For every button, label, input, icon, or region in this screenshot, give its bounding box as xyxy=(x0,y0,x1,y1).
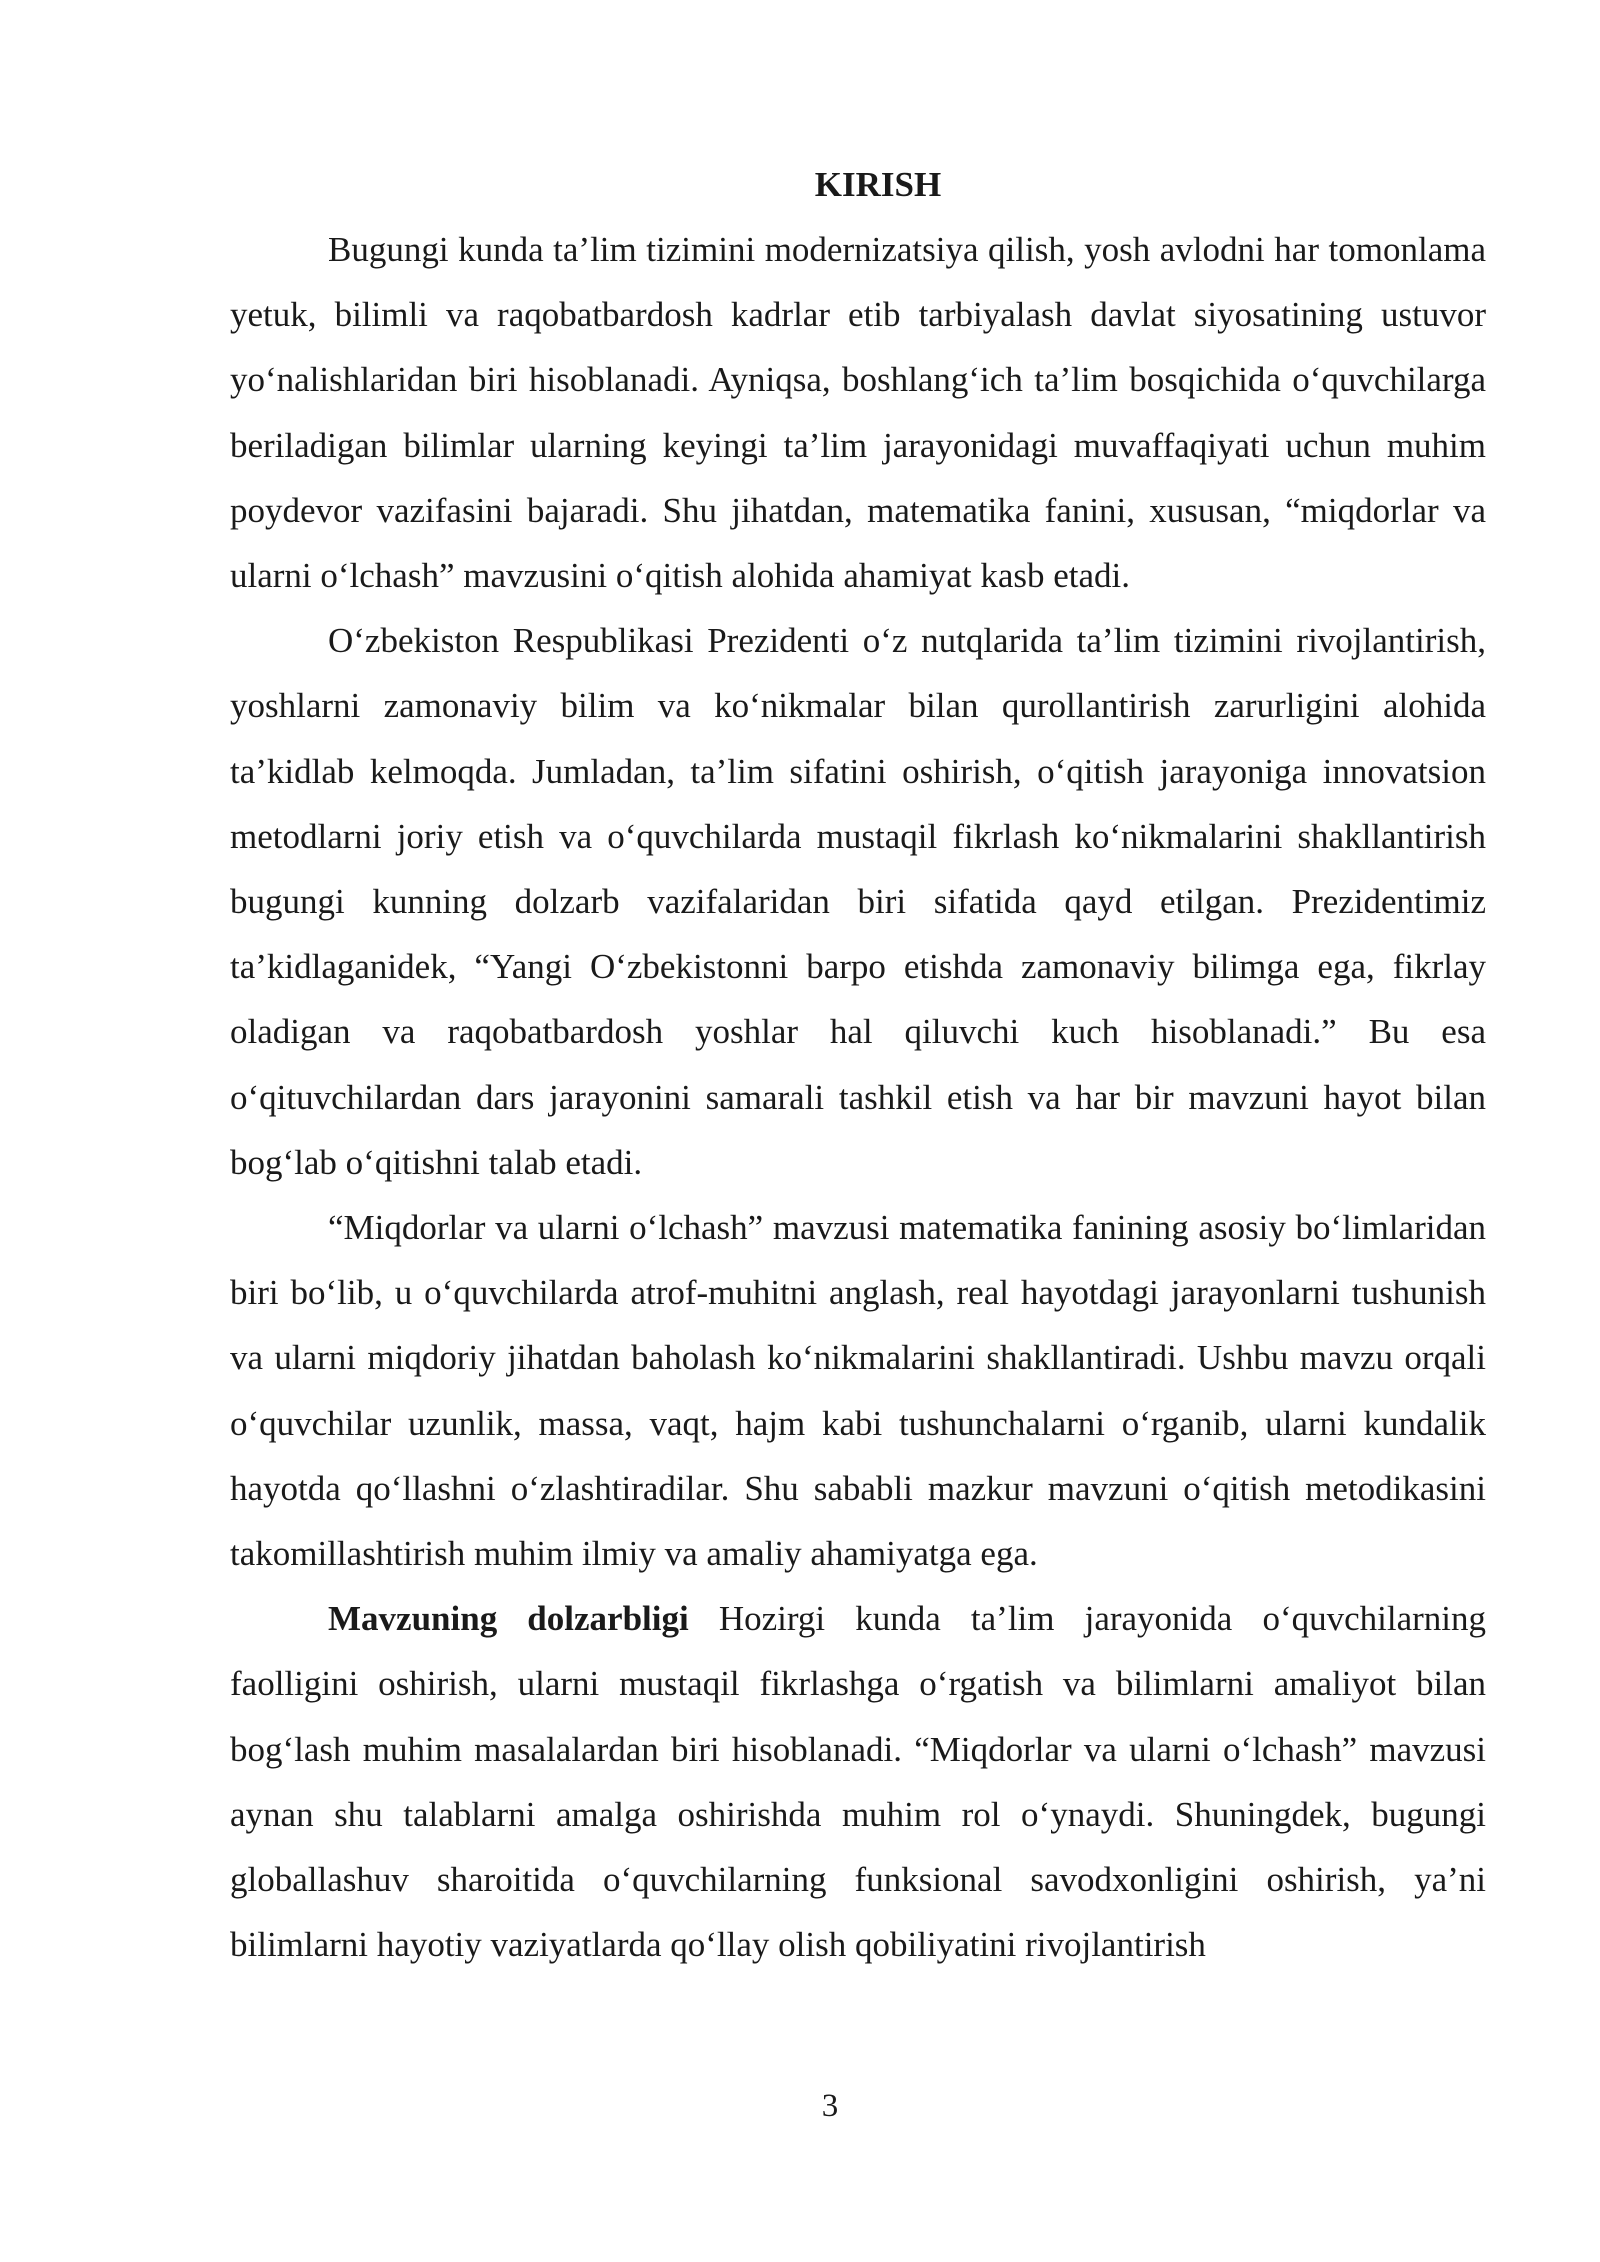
page-content xyxy=(230,140,1486,1977)
paragraph-text: Bugungi kunda ta’lim tizimini modernizatsiya qilish, yosh avlodni har tomonlama yetuk, bilimli va raqobatbardosh kadrlar etib tarbiyalash davlat siyosatining ustuvor yo‘nalishlaridan biri hisoblanadi. Ayniqsa, boshlang‘ich ta’lim bosqichida o‘quvchilarga beriladigan bilimlar ularning keyingi ta’lim jarayonidagi muvaffaqiyati uchun muhim poydevor vazifasini bajaradi. Shu jihatdan, matematika fanini, xususan, “miqdorlar va ularni o‘lchash” mavzusini o‘qitish alohida ahamiyat kasb etadi. xyxy=(230,230,1486,596)
paragraph-3 xyxy=(230,1195,1486,1586)
section-title: KIRISH xyxy=(814,165,942,204)
paragraph-lead-heading: Mavzuning dolzarbligi xyxy=(328,1599,689,1639)
paragraph-1 xyxy=(230,217,1486,608)
paragraph-text: “Miqdorlar va ularni o‘lchash” mavzusi matematika fanining asosiy bo‘limlaridan biri bo‘lib, u o‘quvchilarda atrof-muhitni anglash, real hayotdagi jarayonlarni tushunish va ularni miqdoriy jihatdan baholash ko‘nikmalarini shakllantiradi. Ushbu mavzu orqali o‘quvchilar uzunlik, massa, vaqt, hajm kabi tushunchalarni o‘rganib, ularni kundalik hayotda qo‘llashni o‘zlashtiradilar. Shu sababli mazkur mavzuni o‘qitish metodikasini takomillashtirish muhim ilmiy va amaliy ahamiyatga ega. xyxy=(230,1208,1486,1574)
paragraph-4 xyxy=(230,1586,1486,1977)
paragraph-2 xyxy=(230,608,1486,1195)
page-number: 3 xyxy=(821,2088,839,2124)
paragraph-text: O‘zbekiston Respublikasi Prezidenti o‘z nutqlarida ta’lim tizimini rivojlantirish, yoshlarni zamonaviy bilim va ko‘nikmalar bilan qurollantirish zarurligini alohida ta’kidlab kelmoqda. Jumladan, ta’lim sifatini oshirish, o‘qitish jarayoniga innovatsion metodlarni joriy etish va o‘quvchilarda mustaqil fikrlash ko‘nikmalarini shakllantirish bugungi kunning dolzarb vazifalaridan biri sifatida qayd etilgan. Prezidentimiz ta’kidlaganidek, “Yangi O‘zbekistonni barpo etishda zamonaviy bilimga ega, fikrlay oladigan va raqobatbardosh yoshlar hal qiluvchi kuch hisoblanadi.” Bu esa o‘qituvchilardan dars jarayonini samarali tashkil etish va har bir mavzuni hayot bilan bog‘lab o‘qitishni talab etadi. xyxy=(230,621,1486,1182)
paragraph-text: Hozirgi kunda ta’lim jarayonida o‘quvchilarning faolligini oshirish, ularni mustaqil fikrlashga o‘rgatish va bilimlarni amaliyot bilan bog‘lash muhim masalalardan biri hisoblanadi. “Miqdorlar va ularni o‘lchash” mavzusi aynan shu talablarni amalga oshirishda muhim rol o‘ynaydi. Shuningdek, bugungi globallashuv sharoitida o‘quvchilarning funksional savodxonligini oshirish, ya’ni bilimlarni hayotiy vaziyatlarda qo‘llay olish qobiliyatini rivojlantirish xyxy=(230,1599,1486,1965)
